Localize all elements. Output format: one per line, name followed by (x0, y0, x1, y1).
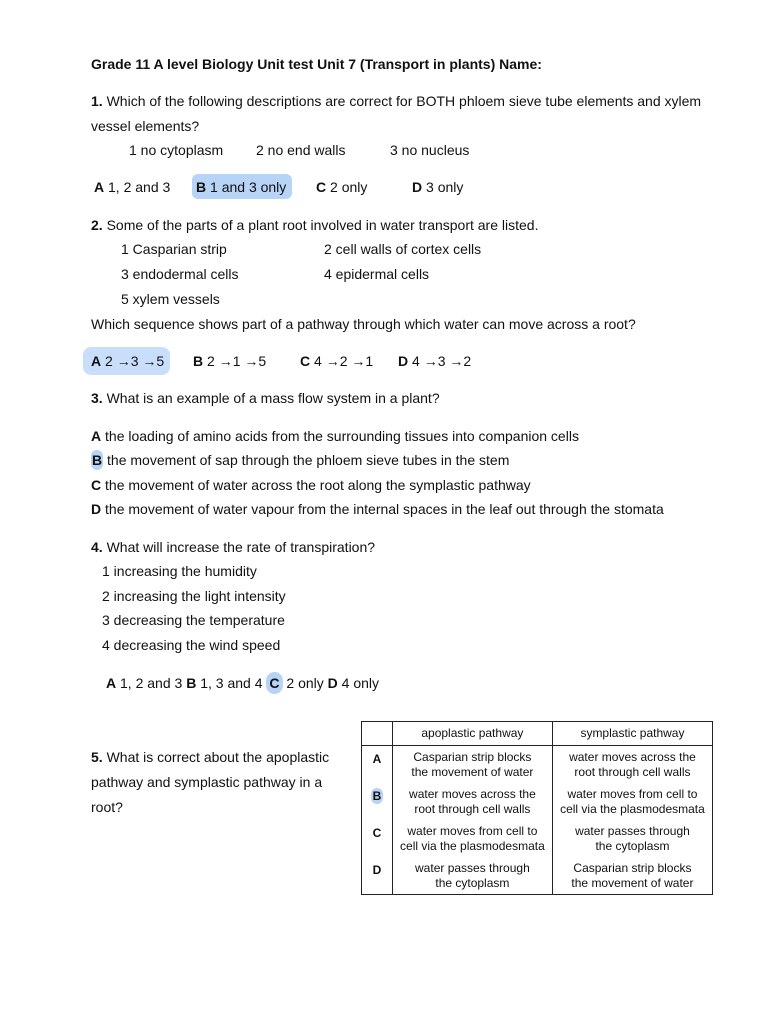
q4-option-c-highlight: C (266, 672, 282, 694)
q1-option-a[interactable]: A 1, 2 and 3 (94, 179, 171, 195)
q4-statement-4: 4 decreasing the wind speed (102, 637, 281, 653)
q2-option-a-highlighted[interactable]: A 2 →3 →5 (83, 347, 170, 375)
q2-part-4: 4 epidermal cells (324, 266, 430, 282)
q3-option-b-highlight: B (92, 452, 103, 468)
q1-statement-1: 1 no cytoplasm (129, 142, 224, 158)
q4-options-line (106, 675, 379, 691)
row-letter: A (362, 746, 393, 784)
apoplastic-cell: water moves across the root through cell walls (392, 783, 552, 820)
q4-option-b[interactable]: B 1, 3 and 4 (186, 675, 267, 691)
q2-part-2: 2 cell walls of cortex cells (324, 241, 482, 257)
q5-text-cont-2: root? (91, 799, 123, 815)
row-letter-highlighted: B (362, 783, 393, 820)
apoplastic-cell: water moves from cell to cell via the plasmodesmata (392, 820, 552, 857)
q1-text-cont: vessel elements? (91, 118, 200, 134)
q3-option-c[interactable]: C the movement of water across the root along the symplastic pathway (91, 477, 531, 493)
table-row[interactable] (362, 820, 713, 857)
q5-text: 5. What is correct about the apoplastic (91, 749, 330, 765)
table-header-symplastic: symplastic pathway (552, 722, 712, 746)
q1-option-c[interactable]: C 2 only (316, 179, 368, 195)
q4-option-c[interactable]: C 2 only (266, 672, 327, 694)
q1-option-b-highlighted[interactable]: B 1 and 3 only (192, 174, 292, 199)
q1-statement-3: 3 no nucleus (390, 142, 470, 158)
symplastic-cell: water passes through the cytoplasm (552, 820, 712, 857)
q2-text: 2. Some of the parts of a plant root involved in water transport are listed. (91, 217, 539, 233)
q5-answer-table (361, 721, 713, 895)
q3-option-d[interactable]: D the movement of water vapour from the internal spaces in the leaf out through the stomata (91, 501, 664, 517)
apoplastic-cell: Casparian strip blocks the movement of water (392, 746, 552, 784)
q3-option-a[interactable]: A the loading of amino acids from the surrounding tissues into companion cells (91, 428, 579, 444)
page-title: Grade 11 A level Biology Unit test Unit 7 (Transport in plants) Name: (91, 56, 542, 72)
row-letter: C (362, 820, 393, 857)
q2-question: Which sequence shows part of a pathway through which water can move across a root? (91, 316, 636, 332)
q3-option-b[interactable]: B the movement of sap through the phloem sieve tubes in the stem (92, 452, 510, 468)
q2-option-c[interactable]: C 4 →2 →1 (300, 353, 374, 369)
q4-statement-2: 2 increasing the light intensity (102, 588, 286, 604)
table-header-row (362, 722, 713, 746)
q3-text: 3. What is an example of a mass flow system in a plant? (91, 390, 440, 406)
q4-text: 4. What will increase the rate of transpiration? (91, 539, 376, 555)
q2-option-b[interactable]: B 2 →1 →5 (193, 353, 267, 369)
table-row[interactable] (362, 783, 713, 820)
symplastic-cell: water moves from cell to cell via the plasmodesmata (552, 783, 712, 820)
table-row[interactable] (362, 857, 713, 895)
q4-statement-3: 3 decreasing the temperature (102, 612, 285, 628)
table-header-empty (362, 722, 393, 746)
symplastic-cell: Casparian strip blocks the movement of water (552, 857, 712, 895)
q1-statement-2: 2 no end walls (256, 142, 346, 158)
q2-option-d[interactable]: D 4 →3 →2 (398, 353, 472, 369)
q4-option-a[interactable]: A 1, 2 and 3 (106, 675, 187, 691)
q2-part-5: 5 xylem vessels (121, 291, 220, 307)
apoplastic-cell: water passes through the cytoplasm (392, 857, 552, 895)
row-letter: D (362, 857, 393, 895)
q1-text: 1. Which of the following descriptions are correct for BOTH phloem sieve tube elements and xylem (91, 93, 702, 109)
q2-part-1: 1 Casparian strip (121, 241, 227, 257)
q1-option-d[interactable]: D 3 only (412, 179, 464, 195)
symplastic-cell: water moves across the root through cell walls (552, 746, 712, 784)
q4-statement-1: 1 increasing the humidity (102, 563, 257, 579)
q2-part-3: 3 endodermal cells (121, 266, 239, 282)
q5-text-cont-1: pathway and symplastic pathway in a (91, 774, 323, 790)
table-row[interactable] (362, 746, 713, 784)
q4-option-d[interactable]: D 4 only (327, 675, 380, 691)
table-header-apoplastic: apoplastic pathway (392, 722, 552, 746)
